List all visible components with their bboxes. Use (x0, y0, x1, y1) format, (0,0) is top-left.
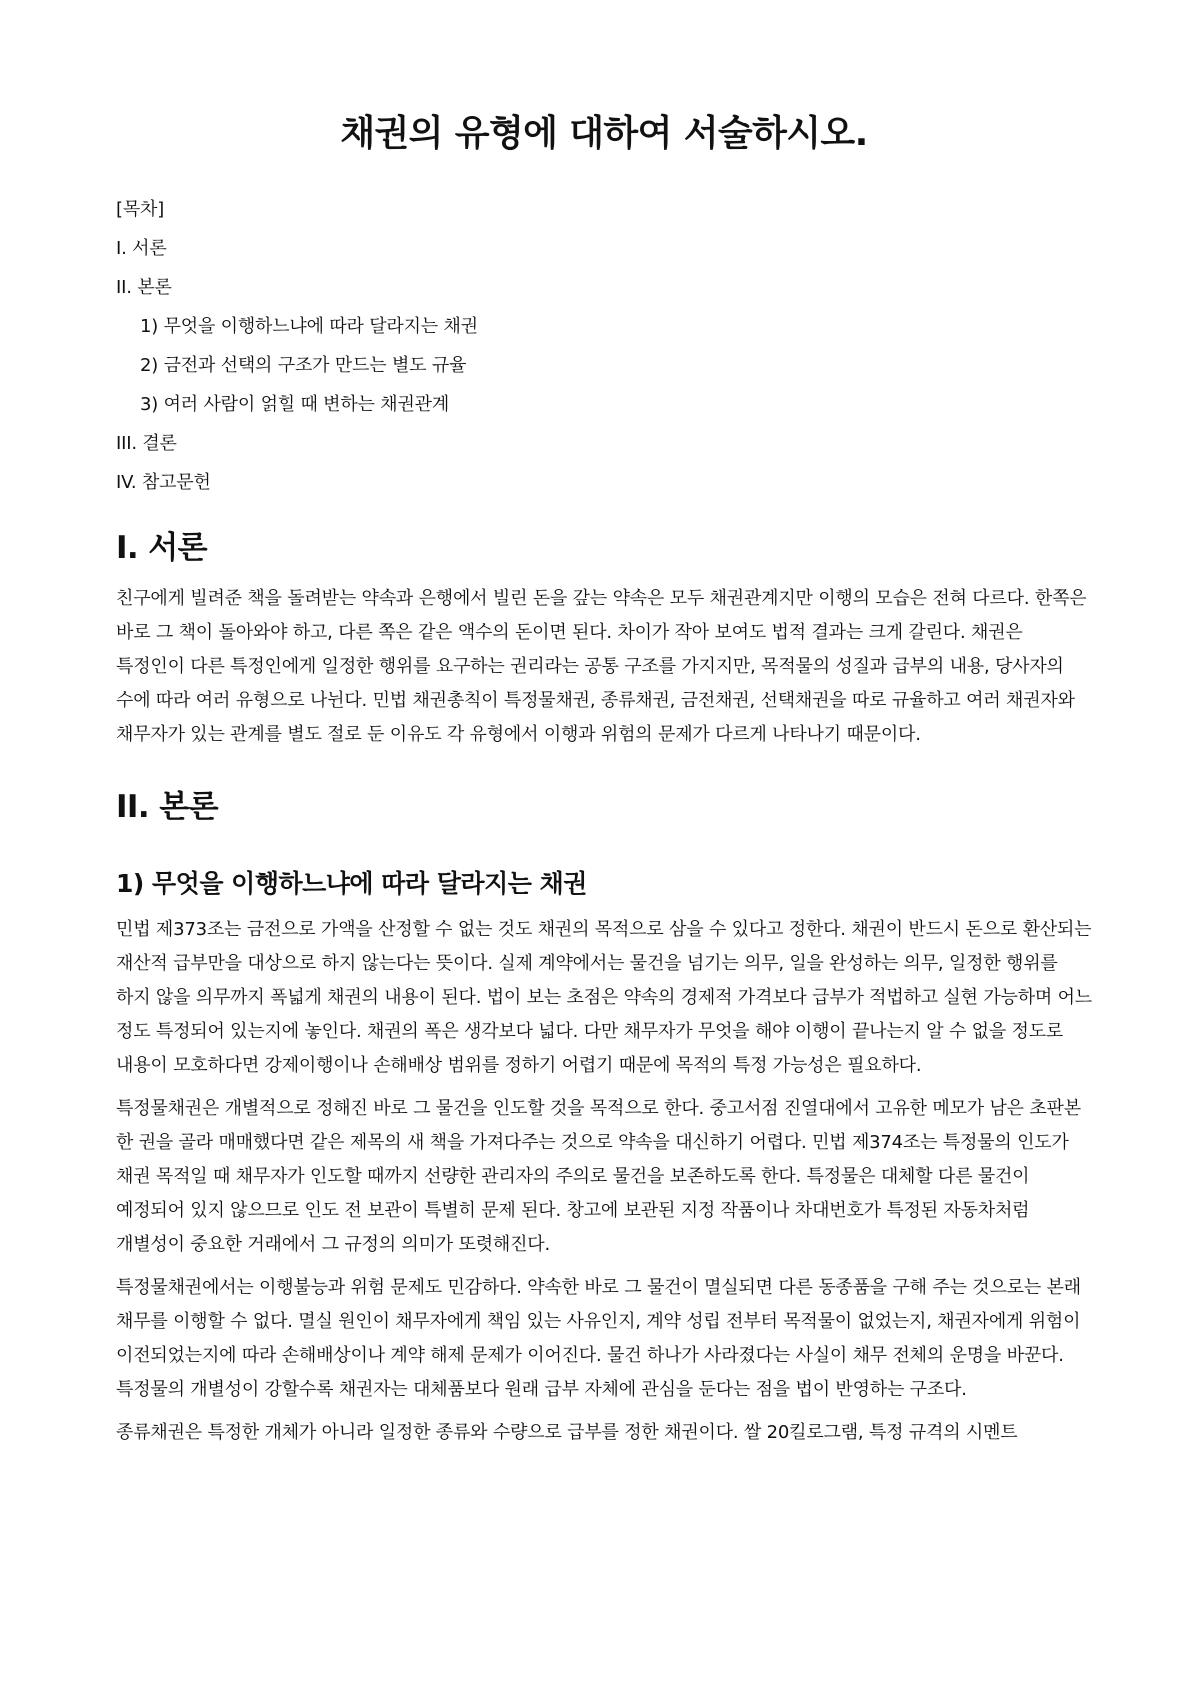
body-paragraph-3: 특정물채권에서는 이행불능과 위험 문제도 민감하다. 약속한 바로 그 물건이 멸실되면 다른 동종품을 구해 주는 것으로는 본래 채무를 이행할 수 없다. 멸실 원인이 채무자에게 책임 있는 사유인지, 계약 성립 전부터 목적물이 없었는지, 채권자에게 위험이 이전되었는지에 따라 손해배상이나 계약 해제 문제가 이어진다. 물건 하나가 사라졌다는 사실이 채무 전체의 운명을 바꾼다. 특정물의 개별성이 강할수록 채권자는 대체품보다 원래 급부 자체에 관심을 둔다는 점을 법이 반영하는 구조다. (116, 1277, 1081, 1400)
document-title: 채권의 유형에 대하여 서술하시오. (340, 113, 868, 154)
body-paragraph-1: 민법 제373조는 금전으로 가액을 산정할 수 없는 것도 채권의 목적으로 삼을 수 있다고 정한다. 채권이 반드시 돈으로 환산되는 재산적 급부만을 대상으로 하지 않는다는 뜻이다. 실제 계약에서는 물건을 넘기는 의무, 일을 완성하는 의무, 일정한 행위를 하지 않을 의무까지 폭넓게 채권의 내용이 된다. 법이 보는 초점은 약속의 경제적 가격보다 급부가 적법하고 실현 가능하며 어느 정도 특정되어 있는지에 놓인다. 채권의 폭은 생각보다 넓다. 다만 채무자가 무엇을 해야 이행이 끝나는지 알 수 없을 정도로 내용이 모호하다면 강제이행이나 손해배상 범위를 정하기 어렵기 때문에 목적의 특정 가능성은 필요하다. (116, 919, 1092, 1076)
toc-item-references: IV. 참고문헌 (116, 472, 211, 493)
toc-item-body-1: 1) 무엇을 이행하느냐에 따라 달라지는 채권 (140, 316, 478, 337)
section-spacer (116, 761, 1092, 787)
section-spacer (116, 841, 1092, 867)
table-of-contents (116, 190, 1092, 502)
body-paragraph-4: 종류채권은 특정한 개체가 아니라 일정한 종류와 수량으로 급부를 정한 채권이다. 쌀 20킬로그램, 특정 규격의 시멘트 (116, 1422, 1018, 1443)
toc-heading: [목차] (116, 199, 165, 220)
toc-item-body-2: 2) 금전과 선택의 구조가 만드는 별도 규율 (140, 355, 467, 376)
toc-item-intro: I. 서론 (116, 238, 167, 259)
section-heading-body: II. 본론 (116, 789, 218, 825)
subsection-heading-1: 1) 무엇을 이행하느냐에 따라 달라지는 채권 (116, 869, 587, 898)
toc-item-body-3: 3) 여러 사람이 얽힐 때 변하는 채권관계 (140, 394, 450, 415)
intro-paragraph: 친구에게 빌려준 책을 돌려받는 약속과 은행에서 빌린 돈을 갚는 약속은 모두 채권관계지만 이행의 모습은 전혀 다르다. 한쪽은 바로 그 책이 돌아와야 하고, 다른 쪽은 같은 액수의 돈이면 된다. 차이가 작아 보여도 법적 결과는 크게 갈린다. 채권은 특정인이 다른 특정인에게 일정한 행위를 요구하는 권리라는 공통 구조를 가지지만, 목적물의 성질과 급부의 내용, 당사자의 수에 따라 여러 유형으로 나뉜다. 민법 채권총칙이 특정물채권, 종류채권, 금전채권, 선택채권을 따로 규율하고 여러 채권자와 채무자가 있는 관계를 별도 절로 둔 이유도 각 유형에서 이행과 위험의 문제가 다르게 나타나기 때문이다. (116, 588, 1087, 745)
body-paragraph-2: 특정물채권은 개별적으로 정해진 바로 그 물건을 인도할 것을 목적으로 한다. 중고서점 진열대에서 고유한 메모가 남은 초판본 한 권을 골라 매매했다면 같은 제목의 새 책을 가져다주는 것으로 약속을 대신하기 어렵다. 민법 제374조는 특정물의 인도가 채권 목적일 때 채무자가 인도할 때까지 선량한 관리자의 주의로 물건을 보존하도록 한다. 특정물은 대체할 다른 물건이 예정되어 있지 않으므로 인도 전 보관이 특별히 문제 된다. 창고에 보관된 지정 작품이나 차대번호가 특정된 자동차처럼 개별성이 중요한 거래에서 그 규정의 의미가 또렷해진다. (116, 1098, 1081, 1255)
toc-item-conclusion: III. 결론 (116, 433, 177, 454)
section-heading-intro: I. 서론 (116, 530, 207, 566)
section-spacer (116, 502, 1092, 528)
toc-item-body: II. 본론 (116, 277, 172, 298)
